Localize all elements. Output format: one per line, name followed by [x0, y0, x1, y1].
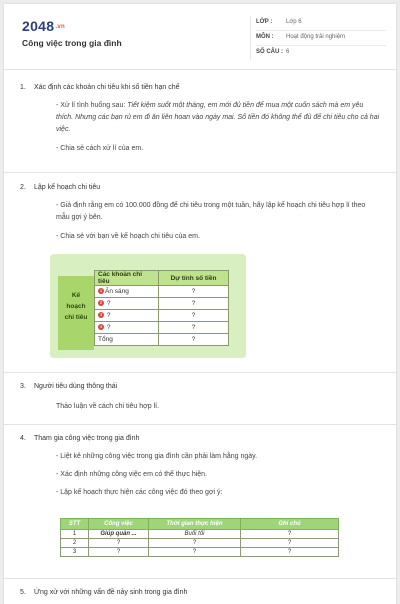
- table-row: 2 ? ? ?: [61, 539, 339, 548]
- column-header: STT: [61, 519, 89, 530]
- question-paragraph: - Chia sẻ cách xử lí của em.: [56, 145, 144, 152]
- question-paragraph: - Xử lí tình huống sau: Tiết kiệm suốt một tháng, em mới đủ tiền để mua một cuốn sách mà em yêu thích. Nhưng các bạn rủ em đi ăn liên hoan vào ngày mai. Số tiền đó không thể đủ để chi tiêu cho cả hai việc.: [56, 102, 380, 133]
- meta-row-class: LỚP : Lớp 6: [256, 16, 386, 31]
- worksheet-page: [4, 4, 396, 604]
- meta-row-question-count: SỐ CÂU : 6: [256, 49, 290, 55]
- budget-plan-figure: [50, 254, 246, 358]
- site-logo[interactable]: 2048.vn: [22, 18, 65, 34]
- column-header: Ghi chú: [241, 519, 339, 530]
- table-row: 1 Giúp quản ... Buổi tối ?: [61, 530, 339, 539]
- table-row: 2 ? ?: [95, 298, 229, 310]
- question-title: 4. Tham gia công việc trong gia đình: [20, 435, 140, 442]
- budget-side-label: Kế hoạch chi tiêu: [58, 276, 94, 350]
- question-paragraph: - Liệt kê những công việc trong gia đình cần phải làm hằng ngày.: [56, 453, 258, 460]
- table-row: 3 ? ?: [95, 310, 229, 322]
- column-header: Công việc: [89, 519, 149, 530]
- table-row: Tổng ?: [95, 334, 229, 346]
- table-header-row: [95, 271, 229, 286]
- section-divider: [4, 172, 396, 173]
- header-divider: [250, 16, 251, 60]
- question-paragraph: - Xác định những công việc em có thể thực hiện.: [56, 471, 208, 478]
- question-2: [20, 182, 380, 243]
- table-row: 1 Ăn sáng ?: [95, 286, 229, 298]
- meta-row-subject: MÔN : Hoạt động trải nghiệm: [256, 31, 386, 46]
- section-divider: [4, 578, 396, 579]
- column-header: Dự tính số tiền: [159, 271, 229, 286]
- question-title: 5. Ứng xử với những vấn đề nảy sinh trong gia đình: [20, 589, 188, 596]
- question-1: [20, 82, 380, 155]
- question-title: 2. Lập kế hoạch chi tiêu: [20, 184, 101, 191]
- question-title: 1. Xác định các khoản chi tiêu khi số tiền hạn chế: [20, 84, 180, 91]
- section-divider: [4, 372, 396, 373]
- chores-table: [60, 518, 339, 557]
- question-paragraph: - Chia sẻ với bạn về kế hoạch chi tiêu của em.: [56, 233, 200, 240]
- section-divider: [4, 424, 396, 425]
- budget-table: [94, 270, 229, 346]
- question-5: [20, 587, 380, 599]
- number-bullet-icon: 1: [99, 288, 103, 294]
- question-paragraph: Thảo luận về cách chi tiêu hợp lí.: [56, 403, 160, 410]
- table-row: 3 ? ? ?: [61, 548, 339, 557]
- question-title: 3. Người tiêu dùng thông thái: [20, 383, 118, 390]
- question-paragraph: - Giả định rằng em có 100.000 đồng để chi tiêu trong một tuần, hãy lập kế hoạch chi tiêu hợp lí theo mẫu gợi ý bên.: [56, 202, 366, 221]
- number-bullet-icon: 3: [99, 312, 103, 318]
- number-bullet-icon: 4: [99, 324, 103, 330]
- question-paragraph: - Lập kế hoạch thực hiện các công việc đó theo gợi ý:: [56, 489, 223, 496]
- question-3: [20, 381, 380, 413]
- question-4: [20, 433, 380, 499]
- table-row: 4 ? ?: [95, 322, 229, 334]
- table-header-row: [61, 519, 339, 530]
- page-title: Công việc trong gia đình: [22, 38, 122, 48]
- page-header: [4, 4, 396, 70]
- column-header: Các khoản chi tiêu: [95, 271, 159, 286]
- column-header: Thời gian thực hiện: [149, 519, 241, 530]
- meta-info: [256, 16, 386, 61]
- number-bullet-icon: 2: [99, 300, 103, 306]
